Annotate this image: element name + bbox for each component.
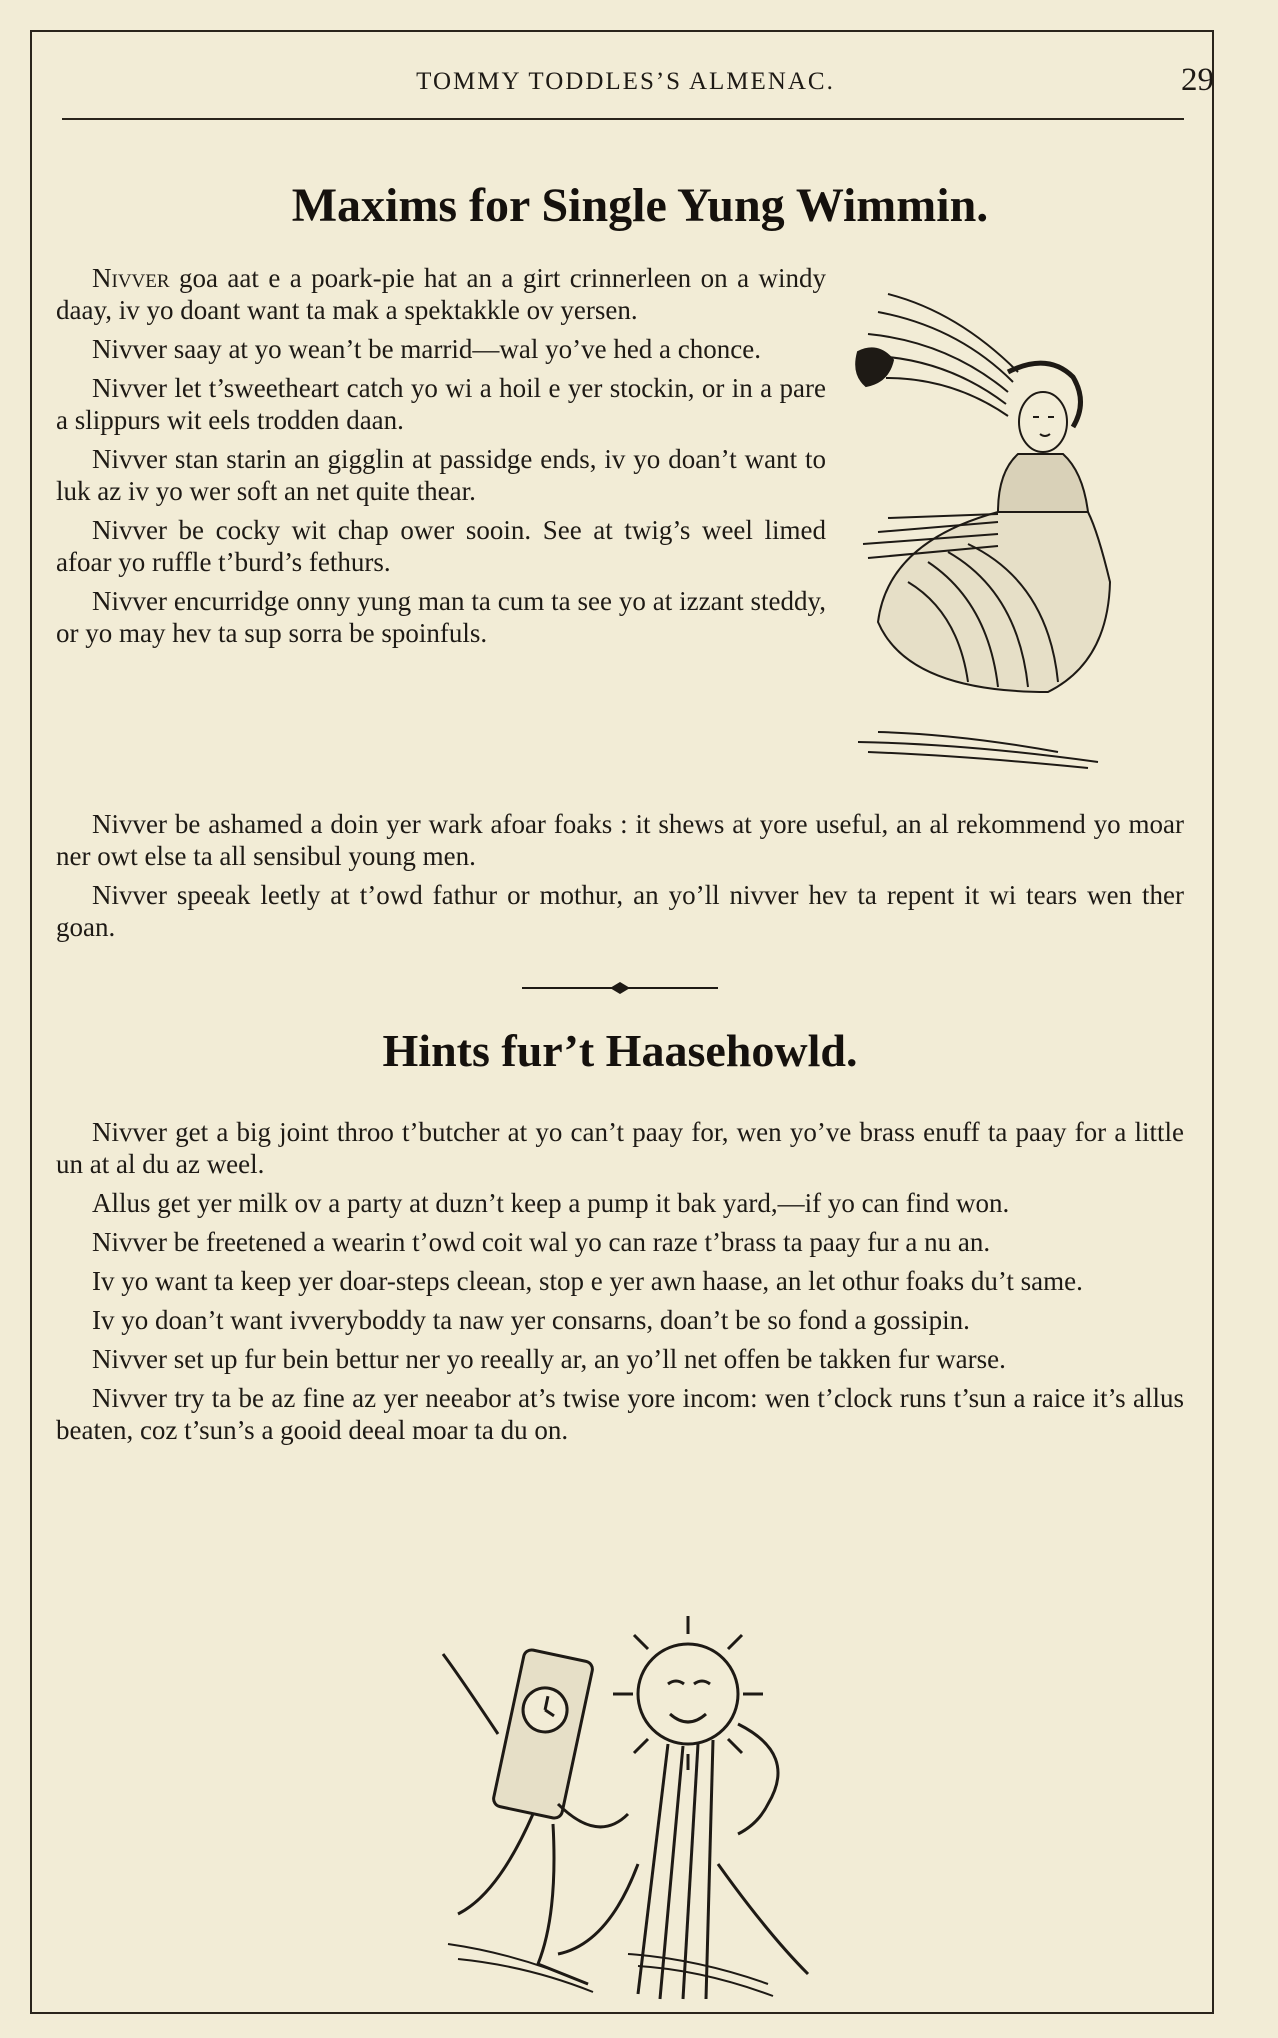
- maxim-text: goa aat e a poark-pie hat an a girt crinnerleen on a windy daay, iv yo doant want ta mak a spektakkle ov yersen.: [56, 263, 826, 325]
- hints-heading: Hints fur’t Haasehowld.: [382, 1025, 858, 1076]
- drop-word: Nivver: [92, 263, 170, 293]
- hint-paragraph: Iv yo want ta keep yer doar-steps cleean, stop e yer awn haase, an let othur foaks du’t same.: [92, 1266, 1083, 1296]
- running-title: TOMMY TODDLES’S ALMENAC.: [416, 68, 835, 95]
- maxim-paragraph: [56, 262, 826, 326]
- maxim-paragraph: Nivver stan starin an gigglin at passidge ends, iv yo doan’t want to luk az iv yo wer soft an net quite thear.: [56, 444, 826, 506]
- maxims-section-wide: [56, 808, 1184, 950]
- maxim-paragraph: Nivver speeak leetly at t’owd fathur or mothur, an yo’ll nivver hev ta repent it wi tears wen ther goan.: [56, 880, 1184, 942]
- maxim-paragraph: Nivver let t’sweetheart catch yo wi a hoil e yer stockin, or in a pare a slippurs wit eels trodden daan.: [56, 373, 826, 435]
- page-number: 29: [1181, 62, 1214, 98]
- maxim-paragraph: Nivver be cocky wit chap ower sooin. See at twig’s weel limed afoar yo ruffle t’burd’s fethurs.: [56, 515, 826, 577]
- header-rule: [62, 118, 1184, 120]
- running-head: [34, 62, 1214, 106]
- maxim-paragraph: Nivver saay at yo wean’t be marrid—wal yo’ve hed a chonce.: [92, 334, 761, 364]
- hints-section: [56, 1116, 1184, 1453]
- maxims-section-narrow: [56, 262, 826, 656]
- woman-in-wind-illustration: [848, 282, 1138, 782]
- clock-and-sun-illustration: [438, 1614, 840, 2010]
- hint-paragraph: Nivver get a big joint throo t’butcher at yo can’t paay for, wen yo’ve brass enuff ta paay for a little un at al du az weel.: [56, 1117, 1184, 1179]
- maxim-paragraph: Nivver be ashamed a doin yer wark afoar foaks : it shews at yore useful, an al rekommend yo moar ner owt else ta all sensibul young men.: [56, 809, 1184, 871]
- maxim-paragraph: Nivver encurridge onny yung man ta cum ta see yo at izzant steddy, or yo may hev ta sup sorra be spoinfuls.: [56, 586, 826, 648]
- maxims-heading: Maxims for Single Yung Wimmin.: [291, 179, 989, 232]
- hint-paragraph: Nivver set up fur bein bettur ner yo reeally ar, an yo’ll net offen be takken fur warse.: [92, 1344, 1006, 1374]
- hint-paragraph: Nivver try ta be az fine az yer neeabor at’s twise yore incom: wen t’clock runs t’sun a raice it’s allus beaten, coz t’sun’s a gooid deeal moar ta du on.: [56, 1383, 1184, 1445]
- hint-paragraph: Iv yo doan’t want ivveryboddy ta naw yer consarns, doan’t be so fond a gossipin.: [92, 1305, 970, 1335]
- ornamental-divider: [522, 980, 718, 996]
- hint-paragraph: Nivver be freetened a wearin t’owd coit wal yo can raze t’brass ta paay fur a nu an.: [92, 1227, 991, 1257]
- hint-paragraph: Allus get yer milk ov a party at duzn’t keep a pump it bak yard,—if yo can find won.: [92, 1188, 1010, 1218]
